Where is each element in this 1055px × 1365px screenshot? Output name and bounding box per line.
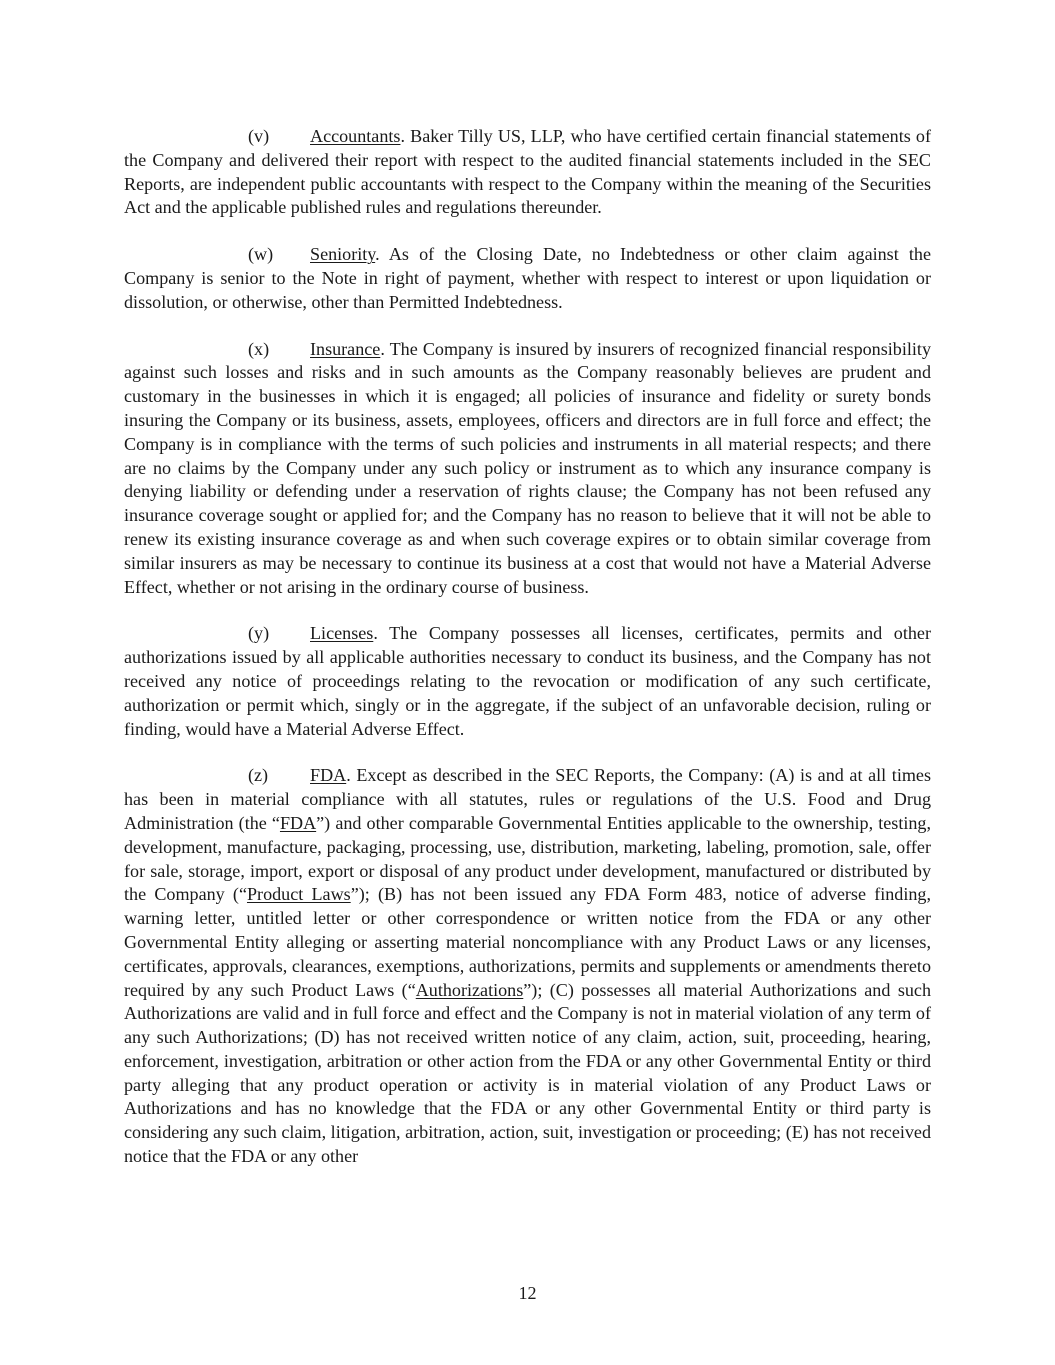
section-heading: Accountants	[310, 126, 401, 146]
section-body: . As of the Closing Date, no Indebtedness or other claim against the Company is senior to the Note in right of payment, whether with respect to interest or upon liquidation or dissolution, or otherwise, other than Permitted Indebtedness.	[124, 244, 931, 312]
section-body: . The Company is insured by insurers of recognized financial responsibility against such losses and risks and in such amounts as the Company reasonably believes are prudent and customary in the businesses in which it is engaged; all policies of insurance and fidelity or surety bonds insuring the Company or its business, assets, employees, officers and directors are in full force and effect; the Company is in compliance with the terms of such policies and instruments in all material respects; and there are no claims by the Company under any such policy or instrument as to which any insurance company is denying liability or defending under a reservation of rights clause; the Company has not been refused any insurance coverage sought or applied for; and the Company has no reason to believe that it will not be able to renew its existing insurance coverage as and when such coverage expires or to obtain similar coverage from similar insurers as may be necessary to continue its business at a cost that would not have a Material Adverse Effect, whether or not arising in the ordinary course of business.	[124, 338, 931, 597]
section-body-part: . Except as described in the SEC Reports, the Company: (A) is and at all times has been in material compliance with all statutes, rules or regulations of the U.S. Food and Drug Administration (the “	[124, 765, 931, 833]
section-number: (v)	[248, 126, 270, 146]
section-body-part: ”) and other comparable Governmental Entities applicable to the ownership, testing, development, manufacture, packaging, processing, use, distribution, marketing, labeling, promotion, sale, offer for sale, storage, import, export or disposal of any product under development, manufactured or distributed by the Company (“	[124, 812, 931, 905]
section-body: . The Company possesses all licenses, certificates, permits and other authorizations issued by all applicable authorities necessary to conduct its business, and the Company has not received any notice of proceedings relating to the revocation or modification of any such certificate, authorization or permit which, singly or in the aggregate, if the subject of an unfavorable decision, ruling or finding, would have a Material Adverse Effect.	[124, 623, 931, 739]
section-y-licenses	[124, 622, 931, 741]
section-body: . Baker Tilly US, LLP, who have certified certain financial statements of the Company and delivered their report with respect to the audited financial statements included in the SEC Reports, are independent public accountants with respect to the Company within the meaning of the Securities Act and the applicable published rules and regulations thereunder.	[124, 126, 931, 218]
section-z-fda	[124, 764, 931, 1169]
section-heading: Insurance	[310, 338, 381, 359]
defined-term-fda: FDA	[279, 812, 317, 833]
defined-term-product-laws: Product Laws	[246, 884, 351, 905]
section-number: (y)	[248, 623, 270, 644]
section-body-part: ”); (B) has not been issued any FDA Form 483, notice of adverse finding, warning letter, untitled letter or other correspondence or written notice from the FDA or any other Governmental Entity alleging or asserting material noncompliance with any Product Laws or any licenses, certificates, approvals, clearances, exemptions, authorizations, permits and supplements or amendments thereto required by any such Product Laws (“	[124, 884, 931, 1000]
section-heading: Licenses	[310, 623, 374, 644]
section-x-insurance	[124, 338, 931, 600]
section-number: (x)	[248, 338, 270, 359]
defined-term-authorizations: Authorizations	[415, 979, 524, 1000]
section-heading: FDA	[310, 765, 347, 786]
section-body-part: ”); (C) possesses all material Authorizations and such Authorizations are valid and in full force and effect and the Company is not in material violation of any term of any such Authorizations; (D) has not received written notice of any claim, action, suit, proceeding, hearing, enforcement, investigation, arbitration or other action from the FDA or any other Governmental Entity or third party alleging that any product operation or activity is in material violation of any Product Laws or Authorizations and has no knowledge that the FDA or any other Governmental Entity or third party is considering any such claim, litigation, arbitration, action, suit, investigation or proceeding; (E) has not received notice that the FDA or any other	[124, 979, 931, 1167]
section-heading: Seniority	[310, 244, 376, 265]
section-w-seniority	[124, 243, 931, 314]
section-number: (w)	[248, 244, 274, 265]
section-v-accountants	[124, 125, 931, 220]
section-number: (z)	[248, 765, 269, 786]
document-page	[124, 125, 931, 1192]
page-number: 12	[518, 1283, 537, 1303]
